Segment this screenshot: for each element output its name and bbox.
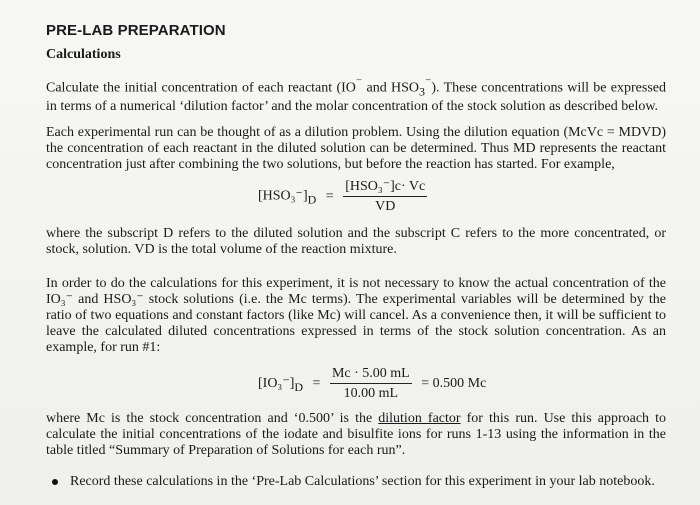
intro-text-a: Calculate the initial concentration of each reactant (IO bbox=[46, 80, 356, 96]
eq2-denominator: 10.00 mL bbox=[343, 386, 399, 401]
eq1-fraction bbox=[343, 178, 427, 215]
eq2-lhs-sub: D bbox=[294, 380, 304, 395]
eq1-lhs-sub: D bbox=[307, 192, 317, 207]
dilution-factor-link[interactable]: dilution factor bbox=[378, 411, 461, 426]
eq2-equals: = bbox=[312, 376, 321, 392]
eq1-denominator: VD bbox=[375, 199, 396, 214]
subscript-paragraph: where the subscript D refers to the diluted solution and the subscript C refers to the more concentrated, or stock, solution. VD is the total volume of the reaction mixture. bbox=[46, 226, 666, 257]
eq1-numerator: [HSO₃⁻]c· Vc bbox=[343, 178, 427, 197]
eq2-numerator: Mc · 5.00 mL bbox=[330, 366, 412, 384]
eq1-lhs: [HSO₃⁻] bbox=[258, 188, 308, 204]
section-heading: PRE-LAB PREPARATION bbox=[46, 22, 226, 39]
eq2-result: = 0.500 Mc bbox=[421, 376, 487, 392]
bullet-icon bbox=[52, 479, 58, 485]
approach-paragraph bbox=[46, 411, 666, 459]
bullet-text: Record these calculations in the ‘Pre-Lab Calculations’ section for this experiment in your lab notebook. bbox=[70, 474, 655, 489]
approach-text-a: where Mc is the stock concentration and ‘0.500’ is the bbox=[46, 411, 373, 426]
intro-text-b: and HSO bbox=[366, 80, 420, 96]
bullet-item bbox=[52, 474, 655, 490]
intro-text-c: ). These concentrations will be expressed in terms of a numerical ‘dilution factor’ and the molar concentration of the stock solution as described below. bbox=[46, 80, 666, 115]
approach-text-b: for this run. Use this approach to calculate the initial concentrations of the iodate and bisulfite ions for runs 1-13 using the information in the table titled “Summary of Preparation of Solutions for each run”. bbox=[46, 411, 666, 458]
convenience-paragraph: In order to do the calculations for this experiment, it is not necessary to know the actual concentration of the IO₃⁻ and HSO₃⁻ stock solutions (i.e. the Mc terms). The experimental variables will be determined by the ratio of two equations and constant factors (like Mc) will cancel. As a convenience then, it will be sufficient to leave the calculated diluted concentrations expressed in terms of the stock solution concentration. As an example, for run #1: bbox=[46, 276, 666, 355]
eq1-equals: = bbox=[325, 188, 334, 204]
subsection-heading: Calculations bbox=[46, 47, 121, 62]
eq2-fraction bbox=[330, 366, 412, 402]
eq2-lhs: [IO₃⁻] bbox=[258, 376, 295, 392]
dilution-paragraph: Each experimental run can be thought of as a dilution problem. Using the dilution equation (McVc = MDVD) the concentration of each reactant in the diluted solution can be determined. Thus MD represents the reactant concentration just after combining the two solutions, but before the reaction has started. For example, bbox=[46, 125, 666, 172]
example-equation bbox=[258, 366, 486, 402]
intro-paragraph: Calculate the initial concentration of each reactant (IO⁻ and $HSO_3^{^-}$). These concentrations will be expressed in terms of a numerical ‘dilution factor’ and the molar concentration of the stock solution as described below. bbox=[46, 75, 666, 115]
dilution-equation bbox=[258, 178, 427, 215]
